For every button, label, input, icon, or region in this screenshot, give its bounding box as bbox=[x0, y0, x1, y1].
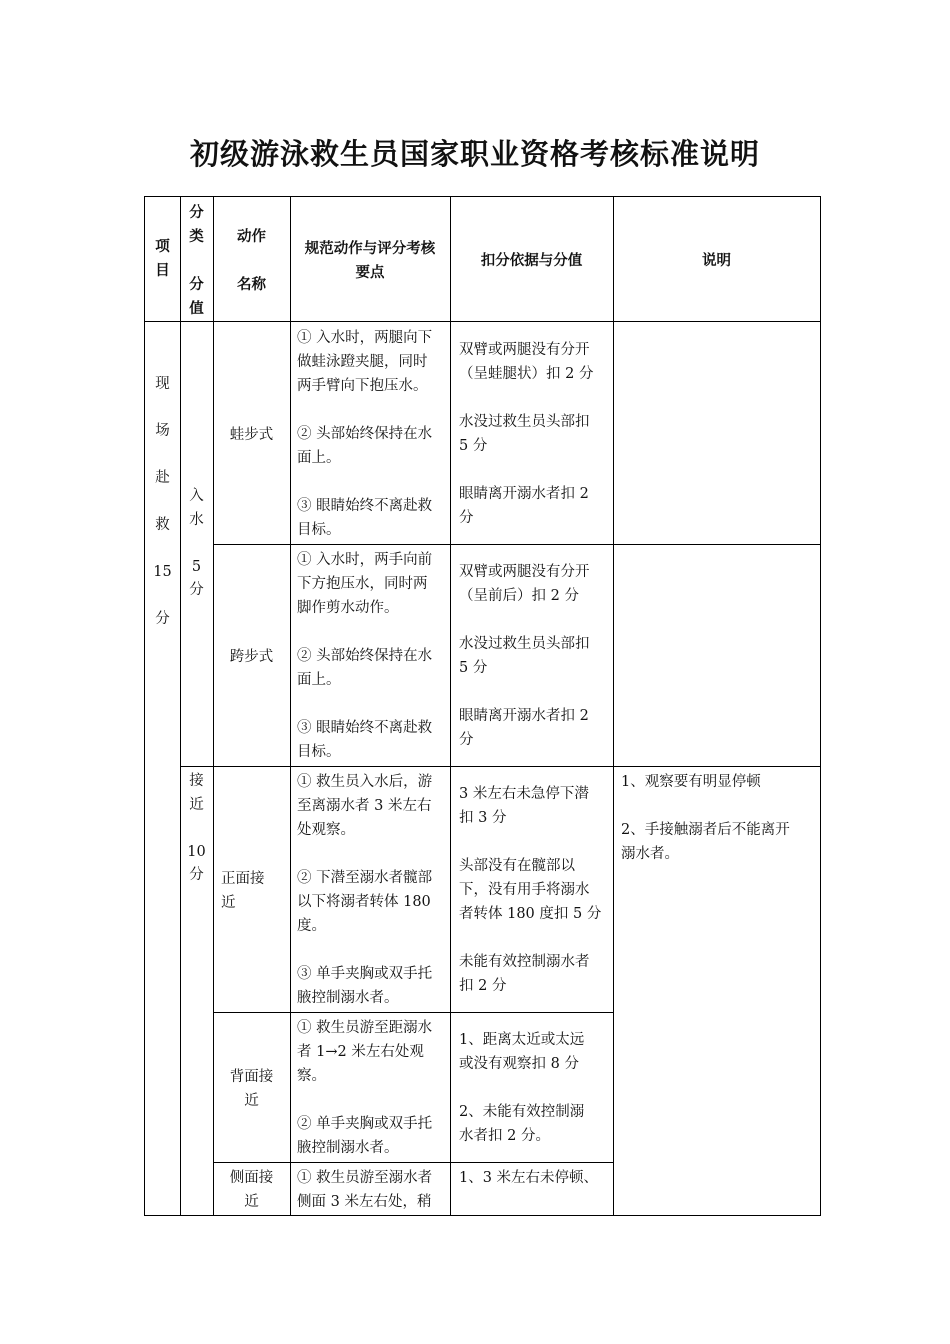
row-divider-2 bbox=[180, 766, 820, 767]
row-divider-1 bbox=[213, 544, 820, 545]
row-2-action: 跨步式 bbox=[229, 649, 274, 665]
header-divider bbox=[145, 321, 820, 322]
header-category: 分 类 分 值 bbox=[189, 205, 204, 317]
row-5-deduction: 1、3 米左右未停顿、 bbox=[459, 1170, 599, 1186]
header-standard: 规范动作与评分考核 要点 bbox=[304, 241, 436, 281]
header-action: 动作 名称 bbox=[237, 229, 266, 293]
col-divider-1 bbox=[180, 197, 181, 1215]
row-divider-4 bbox=[213, 1162, 613, 1163]
col-divider-2 bbox=[213, 197, 214, 1215]
row-3-action: 正面接 近 bbox=[221, 871, 265, 911]
category-entry: 入 水 5 分 bbox=[189, 488, 204, 598]
row-4-standard: ① 救生员游至距溺水 者 1→2 米左右处观 察。 ② 单手夹胸或双手托 腋控制溺水者。 bbox=[297, 1020, 433, 1156]
col-divider-5 bbox=[613, 197, 614, 1215]
assessment-table bbox=[144, 196, 821, 1216]
row-1-deduction: 双臂或两腿没有分开 （呈蛙腿状）扣 2 分 水没过救生员头部扣 5 分 眼睛离开溺水者扣 2 分 bbox=[459, 342, 594, 526]
row-2-standard: ① 入水时，两手向前 下方抱压水，同时两 脚作剪水动作。 ② 头部始终保持在水 面上。 ③ 眼睛始终不离赴救 目标。 bbox=[297, 552, 433, 760]
row-4-action: 背面接 近 bbox=[229, 1069, 274, 1109]
header-deduction: 扣分依据与分值 bbox=[480, 253, 583, 269]
row-4-deduction: 1、距离太近或太远 或没有观察扣 8 分 2、未能有效控制溺 水者扣 2 分。 bbox=[459, 1032, 585, 1144]
col-divider-4 bbox=[450, 197, 451, 1215]
col-divider-3 bbox=[290, 197, 291, 1215]
category-approach: 接 近 10 分 bbox=[187, 773, 206, 883]
header-project: 项 目 bbox=[155, 239, 170, 279]
header-note: 说明 bbox=[702, 253, 731, 269]
row-5-standard: ① 救生员游至溺水者 侧面 3 米左右处，稍 bbox=[297, 1170, 433, 1210]
row-1-standard: ① 入水时，两腿向下 做蛙泳蹬夹腿，同时 两手臂向下抱压水。 ② 头部始终保持在水 面上。 ③ 眼睛始终不离赴救 目标。 bbox=[297, 330, 433, 538]
row-3-deduction: 3 米左右未急停下潜 扣 3 分 头部没有在髋部以 下，没有用手将溺水 者转体 180 度扣 5 分 未能有效控制溺水者 扣 2 分 bbox=[459, 786, 602, 994]
row-2-deduction: 双臂或两腿没有分开 （呈前后）扣 2 分 水没过救生员头部扣 5 分 眼睛离开溺水者扣 2 分 bbox=[459, 564, 590, 748]
row-3-standard: ① 救生员入水后，游 至离溺水者 3 米左右 处观察。 ② 下潜至溺水者髋部 以下将溺者转体 180 度。 ③ 单手夹胸或双手托 腋控制溺水者。 bbox=[297, 774, 433, 1006]
row-1-action: 蛙步式 bbox=[229, 427, 274, 443]
row-5-action: 侧面接 近 bbox=[229, 1170, 274, 1210]
row-3-note: 1、观察要有明显停顿 2、手接触溺者后不能离开 溺水者。 bbox=[621, 774, 790, 862]
page-title: 初级游泳救生员国家职业资格考核标准说明 bbox=[189, 137, 760, 171]
row-divider-3 bbox=[213, 1012, 613, 1013]
project-cell: 现 场 赴 救 15 分 bbox=[153, 376, 172, 627]
